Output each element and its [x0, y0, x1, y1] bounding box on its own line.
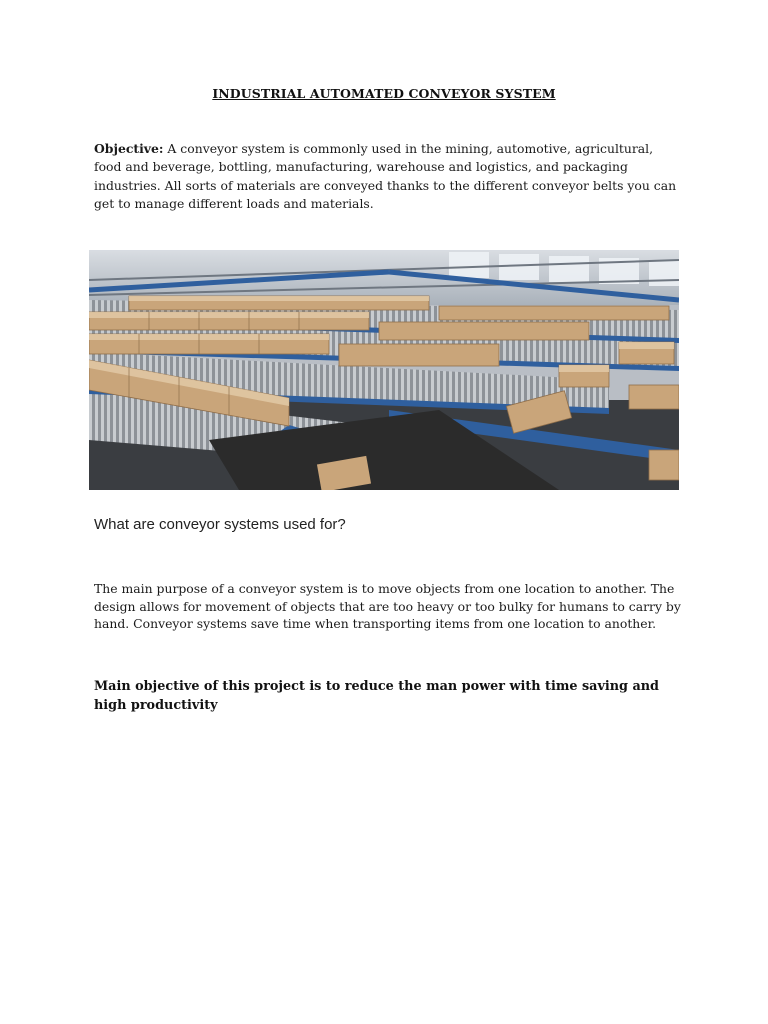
purpose-paragraph: The main purpose of a conveyor system is to move objects from one location to another. The design allows for movement of objects that are too heavy or too bulky for humans to carry by hand. Conveyor systems save time when transporting items from one location to another.	[94, 581, 681, 631]
document-title: INDUSTRIAL AUTOMATED CONVEYOR SYSTEM	[212, 86, 556, 101]
objective-paragraph	[94, 140, 684, 213]
objective-text: A conveyor system is commonly used in the mining, automotive, agricultural, food and beverage, bottling, manufacturing, warehouse and logistics, and packaging industries. All sorts of materials are conveyed thanks to the different conveyor belts you can get to manage different loads and materials.	[94, 141, 677, 211]
section-heading: What are conveyor systems used for?	[94, 516, 346, 533]
main-objective-statement: Main objective of this project is to reduce the man power with time saving and high productivity	[94, 679, 660, 713]
objective-label: Objective:	[94, 141, 164, 156]
conveyor-photo	[89, 250, 679, 490]
